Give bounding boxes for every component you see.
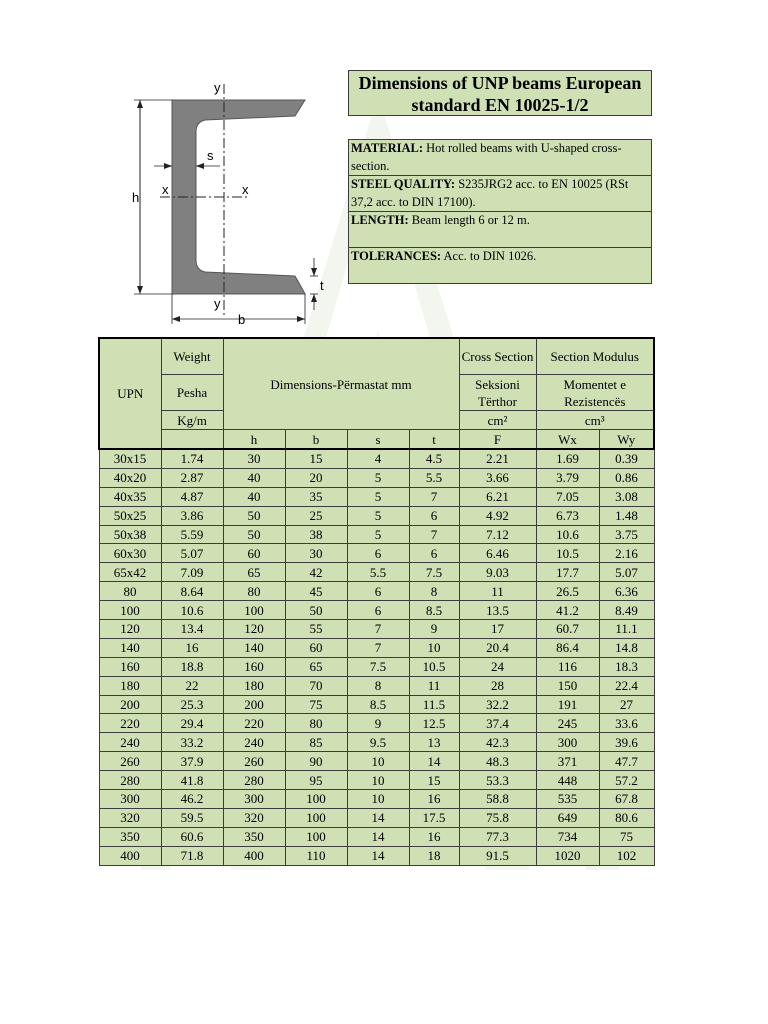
table-cell: 22.4 [599, 676, 654, 695]
header-wx: Wx [536, 430, 599, 450]
table-cell: 10.5 [409, 657, 459, 676]
table-cell: 535 [536, 790, 599, 809]
table-cell: 240 [99, 733, 161, 752]
label-s: s [207, 148, 214, 163]
table-cell: 50x38 [99, 525, 161, 544]
header-dimensions: Dimensions-Përmastat mm [223, 338, 459, 430]
table-cell: 95 [285, 771, 347, 790]
table-row [99, 752, 654, 771]
table-cell: 75.8 [459, 808, 536, 827]
table-cell: 100 [285, 790, 347, 809]
info-material: MATERIAL: Hot rolled beams with U-shaped cross-section. [349, 140, 651, 176]
table-cell: 5 [347, 525, 409, 544]
table-cell: 20.4 [459, 638, 536, 657]
header-h: h [223, 430, 285, 450]
table-cell: 45 [285, 582, 347, 601]
table-cell: 3.08 [599, 487, 654, 506]
table-cell: 40 [223, 468, 285, 487]
table-cell: 5.5 [409, 468, 459, 487]
table-cell: 0.39 [599, 449, 654, 468]
table-cell: 13.4 [161, 620, 223, 639]
table-cell: 90 [285, 752, 347, 771]
table-cell: 320 [99, 808, 161, 827]
table-cell: 5.59 [161, 525, 223, 544]
table-cell: 40x20 [99, 468, 161, 487]
table-cell: 80.6 [599, 808, 654, 827]
table-cell: 67.8 [599, 790, 654, 809]
label-x-right: x [242, 182, 249, 197]
table-cell: 0.86 [599, 468, 654, 487]
table-cell: 180 [223, 676, 285, 695]
table-row [99, 638, 654, 657]
table-cell: 5.5 [347, 563, 409, 582]
table-cell: 4.5 [409, 449, 459, 468]
table-cell: 10.6 [161, 601, 223, 620]
table-cell: 15 [285, 449, 347, 468]
table-cell: 16 [409, 790, 459, 809]
table-cell: 10 [347, 790, 409, 809]
table-cell: 10 [347, 771, 409, 790]
table-cell: 24 [459, 657, 536, 676]
header-cm2: cm² [459, 411, 536, 430]
table-cell: 17.7 [536, 563, 599, 582]
table-cell: 39.6 [599, 733, 654, 752]
label-b: b [238, 312, 246, 327]
table-cell: 50x25 [99, 506, 161, 525]
table-cell: 350 [223, 827, 285, 846]
table-cell: 28 [459, 676, 536, 695]
table-cell: 448 [536, 771, 599, 790]
header-momentet: Momentet e Rezistencës [536, 375, 654, 411]
table-cell: 80 [99, 582, 161, 601]
table-cell: 2.16 [599, 544, 654, 563]
table-cell: 3.66 [459, 468, 536, 487]
table-cell: 14 [347, 808, 409, 827]
table-cell: 3.86 [161, 506, 223, 525]
table-cell: 10 [409, 638, 459, 657]
table-cell: 37.4 [459, 714, 536, 733]
table-cell: 11 [409, 676, 459, 695]
table-cell: 32.2 [459, 695, 536, 714]
table-cell: 85 [285, 733, 347, 752]
label-t: t [320, 278, 324, 293]
table-cell: 11.5 [409, 695, 459, 714]
header-upn: UPN [99, 338, 161, 449]
table-cell: 55 [285, 620, 347, 639]
table-body [99, 449, 654, 865]
table-cell: 10 [347, 752, 409, 771]
table-cell: 7.05 [536, 487, 599, 506]
table-row [99, 771, 654, 790]
label-y-top: y [214, 80, 221, 95]
table-cell: 7 [409, 525, 459, 544]
table-cell: 5 [347, 468, 409, 487]
header-cm3: cm³ [536, 411, 654, 430]
table-cell: 8.5 [347, 695, 409, 714]
header-pesha: Pesha [161, 375, 223, 411]
table-cell: 300 [223, 790, 285, 809]
table-cell: 9 [347, 714, 409, 733]
table-cell: 9.5 [347, 733, 409, 752]
table-cell: 13.5 [459, 601, 536, 620]
table-cell: 20 [285, 468, 347, 487]
header-kgm: Kg/m [161, 411, 223, 430]
table-cell: 200 [223, 695, 285, 714]
table-cell: 27 [599, 695, 654, 714]
label-h: h [132, 190, 140, 205]
table-cell: 240 [223, 733, 285, 752]
table-cell: 18.3 [599, 657, 654, 676]
table-cell: 260 [223, 752, 285, 771]
table-cell: 7 [347, 638, 409, 657]
info-box [348, 139, 652, 284]
table-cell: 9 [409, 620, 459, 639]
table-cell: 14.8 [599, 638, 654, 657]
table-cell: 15 [409, 771, 459, 790]
table-cell: 33.6 [599, 714, 654, 733]
table-cell: 3.79 [536, 468, 599, 487]
table-cell: 300 [536, 733, 599, 752]
table-cell: 91.5 [459, 846, 536, 865]
label-x-left: x [162, 182, 169, 197]
table-cell: 41.8 [161, 771, 223, 790]
table-cell: 5.07 [161, 544, 223, 563]
table-cell: 60 [223, 544, 285, 563]
table-cell: 140 [99, 638, 161, 657]
info-steel-quality: STEEL QUALITY: S235JRG2 acc. to EN 10025 (RSt 37,2 acc. to DIN 17100). [349, 176, 651, 212]
header-seksioni: Seksioni Tërthor [459, 375, 536, 411]
table-cell: 57.2 [599, 771, 654, 790]
table-cell: 220 [99, 714, 161, 733]
table-cell: 41.2 [536, 601, 599, 620]
table-cell: 25 [285, 506, 347, 525]
unp-dimensions-table [98, 337, 655, 866]
table-cell: 350 [99, 827, 161, 846]
header-b: b [285, 430, 347, 450]
table-cell: 7 [347, 620, 409, 639]
table-row [99, 563, 654, 582]
table-cell: 65x42 [99, 563, 161, 582]
table-cell: 75 [285, 695, 347, 714]
table-row [99, 468, 654, 487]
table-cell: 47.7 [599, 752, 654, 771]
table-cell: 150 [536, 676, 599, 695]
table-cell: 8.64 [161, 582, 223, 601]
info-tolerances: TOLERANCES: Acc. to DIN 1026. [351, 249, 537, 263]
header-f: F [459, 430, 536, 450]
table-cell: 1.69 [536, 449, 599, 468]
header-t: t [409, 430, 459, 450]
table-cell: 734 [536, 827, 599, 846]
table-cell: 1020 [536, 846, 599, 865]
table-cell: 50 [223, 525, 285, 544]
table-cell: 4.87 [161, 487, 223, 506]
table-row [99, 790, 654, 809]
table-cell: 65 [285, 657, 347, 676]
table-cell: 77.3 [459, 827, 536, 846]
table-row [99, 582, 654, 601]
table-cell: 58.8 [459, 790, 536, 809]
table-cell: 8.49 [599, 601, 654, 620]
table-cell: 75 [599, 827, 654, 846]
table-cell: 2.87 [161, 468, 223, 487]
table-cell: 6 [347, 544, 409, 563]
table-cell: 1.48 [599, 506, 654, 525]
table-row [99, 525, 654, 544]
table-cell: 30x15 [99, 449, 161, 468]
table-cell: 100 [285, 827, 347, 846]
table-cell: 17 [459, 620, 536, 639]
table-cell: 60 [285, 638, 347, 657]
table-cell: 40x35 [99, 487, 161, 506]
table-cell: 7.5 [347, 657, 409, 676]
table-cell: 6 [409, 544, 459, 563]
table-cell: 38 [285, 525, 347, 544]
table-cell: 180 [99, 676, 161, 695]
table-cell: 35 [285, 487, 347, 506]
table-cell: 60x30 [99, 544, 161, 563]
table-cell: 11 [459, 582, 536, 601]
table-cell: 42.3 [459, 733, 536, 752]
header-section-modulus: Section Modulus [536, 338, 654, 375]
unp-cross-section-diagram [120, 78, 342, 328]
table-cell: 4 [347, 449, 409, 468]
table-cell: 116 [536, 657, 599, 676]
header-s: s [347, 430, 409, 450]
table-cell: 300 [99, 790, 161, 809]
table-cell: 26.5 [536, 582, 599, 601]
table-cell: 12.5 [409, 714, 459, 733]
info-length: LENGTH: Beam length 6 or 12 m. [349, 212, 651, 248]
label-y-bottom: y [214, 296, 221, 311]
table-cell: 40 [223, 487, 285, 506]
table-cell: 200 [99, 695, 161, 714]
header-cross-section: Cross Section [459, 338, 536, 375]
table-cell: 100 [99, 601, 161, 620]
table-cell: 371 [536, 752, 599, 771]
table-cell: 8 [347, 676, 409, 695]
table-cell: 80 [223, 582, 285, 601]
header-wy: Wy [599, 430, 654, 450]
table-cell: 120 [223, 620, 285, 639]
table-cell: 46.2 [161, 790, 223, 809]
table-cell: 60.6 [161, 827, 223, 846]
table-cell: 649 [536, 808, 599, 827]
table-cell: 8 [409, 582, 459, 601]
table-cell: 3.75 [599, 525, 654, 544]
table-cell: 37.9 [161, 752, 223, 771]
table-cell: 110 [285, 846, 347, 865]
table-cell: 160 [99, 657, 161, 676]
table-cell: 14 [347, 846, 409, 865]
table-cell: 29.4 [161, 714, 223, 733]
table-cell: 6 [347, 582, 409, 601]
table-row [99, 487, 654, 506]
table-cell: 16 [409, 827, 459, 846]
table-cell: 220 [223, 714, 285, 733]
table-cell: 102 [599, 846, 654, 865]
table-cell: 65 [223, 563, 285, 582]
table-cell: 11.1 [599, 620, 654, 639]
header-weight-blank [161, 430, 223, 450]
table-row [99, 601, 654, 620]
table-cell: 30 [285, 544, 347, 563]
table-cell: 7.09 [161, 563, 223, 582]
table-row [99, 695, 654, 714]
table-row [99, 808, 654, 827]
table-row [99, 506, 654, 525]
table-cell: 280 [99, 771, 161, 790]
table-cell: 8.5 [409, 601, 459, 620]
table-cell: 18 [409, 846, 459, 865]
table-cell: 245 [536, 714, 599, 733]
table-cell: 400 [99, 846, 161, 865]
table-row [99, 846, 654, 865]
table-cell: 4.92 [459, 506, 536, 525]
table-cell: 18.8 [161, 657, 223, 676]
table-cell: 71.8 [161, 846, 223, 865]
table-cell: 86.4 [536, 638, 599, 657]
table-row [99, 676, 654, 695]
table-cell: 100 [285, 808, 347, 827]
table-row [99, 620, 654, 639]
table-cell: 400 [223, 846, 285, 865]
table-row [99, 657, 654, 676]
table-row [99, 544, 654, 563]
table-cell: 25.3 [161, 695, 223, 714]
table-row [99, 827, 654, 846]
table-cell: 42 [285, 563, 347, 582]
header-weight: Weight [161, 338, 223, 375]
table-cell: 320 [223, 808, 285, 827]
table-cell: 5.07 [599, 563, 654, 582]
table-cell: 10.6 [536, 525, 599, 544]
table-cell: 50 [223, 506, 285, 525]
table-cell: 60.7 [536, 620, 599, 639]
table-cell: 5 [347, 506, 409, 525]
table-cell: 30 [223, 449, 285, 468]
table-cell: 10.5 [536, 544, 599, 563]
table-cell: 7.5 [409, 563, 459, 582]
table-cell: 5 [347, 487, 409, 506]
table-cell: 14 [409, 752, 459, 771]
table-cell: 6.46 [459, 544, 536, 563]
table-cell: 33.2 [161, 733, 223, 752]
table-cell: 6 [409, 506, 459, 525]
table-cell: 70 [285, 676, 347, 695]
table-row [99, 733, 654, 752]
table-cell: 1.74 [161, 449, 223, 468]
table-cell: 260 [99, 752, 161, 771]
table-cell: 7.12 [459, 525, 536, 544]
table-cell: 48.3 [459, 752, 536, 771]
table-cell: 80 [285, 714, 347, 733]
table-cell: 2.21 [459, 449, 536, 468]
table-cell: 13 [409, 733, 459, 752]
table-cell: 6 [347, 601, 409, 620]
table-row [99, 449, 654, 468]
table-cell: 6.36 [599, 582, 654, 601]
table-row [99, 714, 654, 733]
table-cell: 14 [347, 827, 409, 846]
table-cell: 6.73 [536, 506, 599, 525]
table-cell: 59.5 [161, 808, 223, 827]
table-cell: 120 [99, 620, 161, 639]
table-cell: 191 [536, 695, 599, 714]
table-cell: 50 [285, 601, 347, 620]
table-cell: 100 [223, 601, 285, 620]
table-cell: 9.03 [459, 563, 536, 582]
table-cell: 160 [223, 657, 285, 676]
table-cell: 22 [161, 676, 223, 695]
table-cell: 53.3 [459, 771, 536, 790]
table-cell: 6.21 [459, 487, 536, 506]
page-title: Dimensions of UNP beams European standard EN 10025-1/2 [348, 70, 652, 116]
table-cell: 7 [409, 487, 459, 506]
table-cell: 280 [223, 771, 285, 790]
table-cell: 16 [161, 638, 223, 657]
table-cell: 17.5 [409, 808, 459, 827]
table-cell: 140 [223, 638, 285, 657]
